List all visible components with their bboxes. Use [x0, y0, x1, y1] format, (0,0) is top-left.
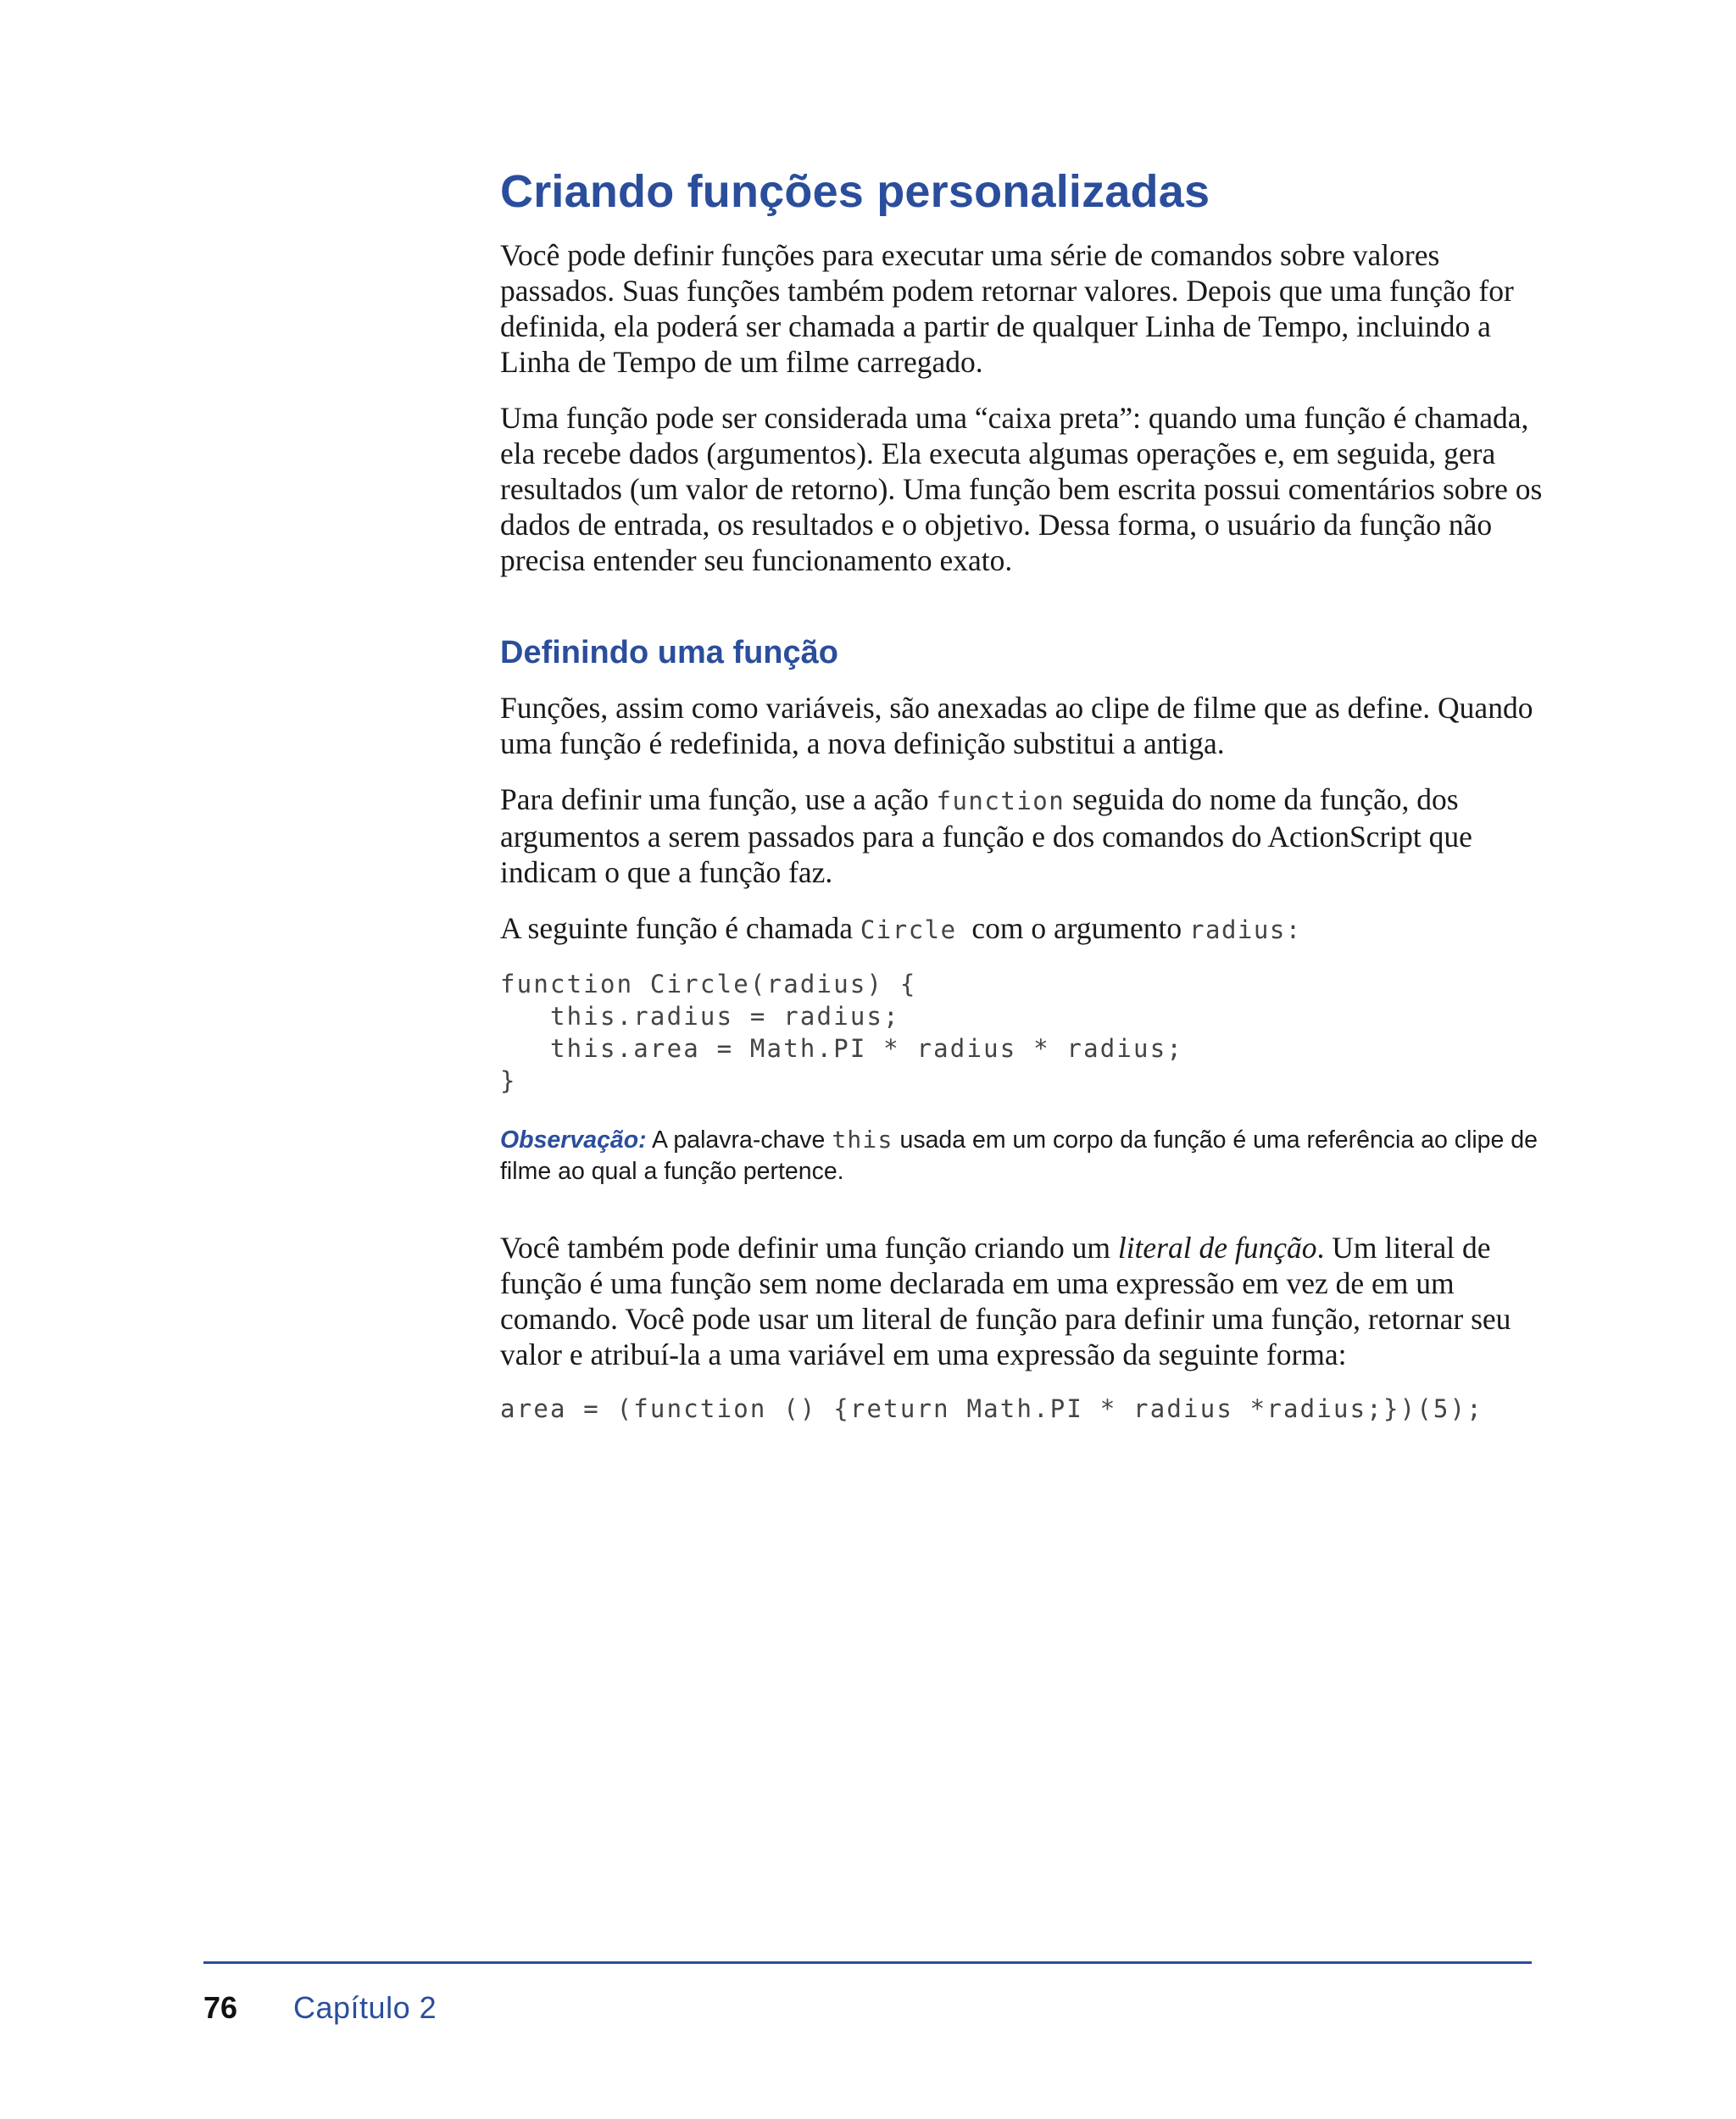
paragraph-text: com o argumento: [956, 911, 1190, 945]
inline-code-this: this: [832, 1126, 893, 1154]
note-text: A palavra-chave: [646, 1126, 832, 1154]
page-content: [500, 161, 1543, 1452]
emphasis-literal: literal de função: [1117, 1231, 1317, 1265]
inline-code-function: function: [936, 787, 1066, 815]
section-paragraph-1: Você pode definir funções para executar uma série de comandos sobre valores passados. Suas funções também podem retornar valores. Depois que uma função for definida, ela poderá ser chamada a partir de qualquer Linha de Tempo, incluindo a Linha de Tempo de um filme carregado.: [500, 238, 1514, 379]
subsection-title: Definindo uma função: [500, 635, 838, 670]
paragraph-text: seguida do nome da função, dos argumentos a serem passados para a função e dos comandos do ActionScript que indicam o que a função faz.: [500, 782, 1472, 889]
section-paragraph-2: Uma função pode ser considerada uma “caixa preta”: quando uma função é chamada, ela recebe dados (argumentos). Ela executa algumas operações e, em seguida, gera resultados (um valor de retorno). Uma função bem escrita possui comentários sobre os dados de entrada, os resultados e o objetivo. Dessa forma, o usuário da função não precisa entender seu funcionamento exato.: [500, 401, 1543, 577]
paragraph-text: Para definir uma função, use a ação: [500, 782, 937, 816]
inline-code-circle: Circle: [860, 915, 957, 944]
page-number: 76: [203, 1990, 238, 2025]
code-line-area: area = (function () {return Math.PI * radius *radius;})(5);: [500, 1394, 1483, 1423]
subsection-paragraph-4: [500, 1230, 1543, 1372]
paragraph-text: Você também pode definir uma função criando um: [500, 1231, 1118, 1265]
inline-code-radius: radius: [1189, 915, 1286, 944]
inline-code-colon: :: [1285, 915, 1302, 944]
footer-rule: [203, 1961, 1532, 1964]
paragraph-text: . Um literal de função é uma função sem nome declarada em uma expressão em vez de em um comando. Você pode usar um literal de função para definir uma função, retornar seu valor e atribuí-la a uma variável em uma expressão da seguinte forma:: [500, 1231, 1511, 1371]
note-block: [500, 1124, 1543, 1187]
paragraph-text: A seguinte função é chamada: [500, 911, 860, 945]
subsection-paragraph-2: [500, 781, 1543, 890]
subsection-paragraph-3: [500, 910, 1543, 948]
note-label: Observação:: [500, 1126, 647, 1154]
section-title: Criando funções personalizadas: [500, 166, 1210, 217]
subsection-paragraph-1: Funções, assim como variáveis, são anexadas ao clipe de filme que as define. Quando uma função é redefinida, a nova definição substitui a antiga.: [500, 691, 1533, 760]
chapter-label: Capítulo 2: [293, 1990, 437, 2025]
code-block-circle: function Circle(radius) { this.radius = radius; this.area = Math.PI * radius * radius; }: [500, 970, 1184, 1095]
note-text: usada em um corpo da função é uma referência ao clipe de filme ao qual a função pertence.: [500, 1126, 1538, 1185]
